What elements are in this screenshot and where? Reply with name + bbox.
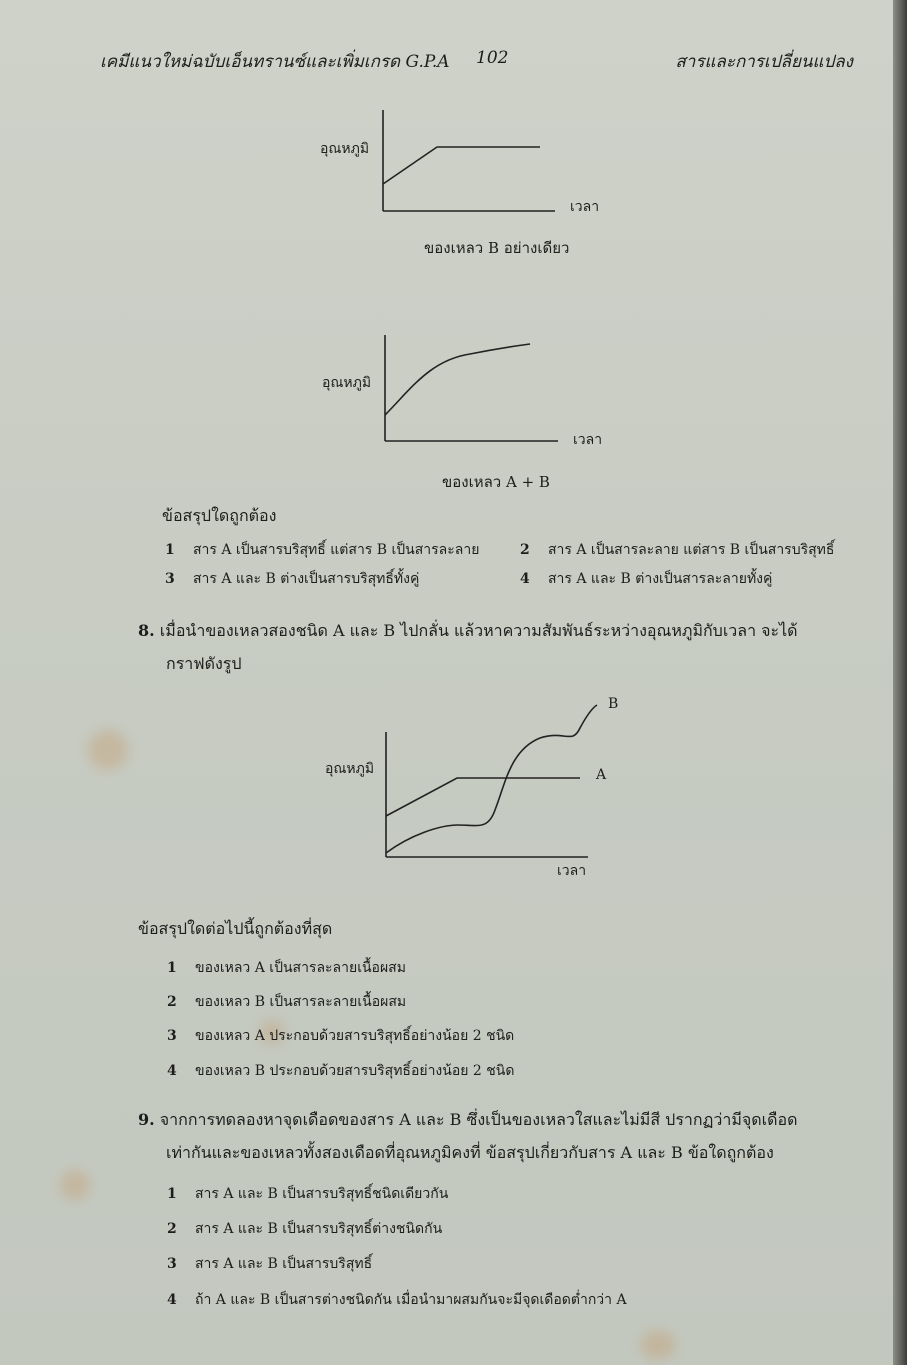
option-text: สาร A เป็นสารบริสุทธิ์ แต่สาร B เป็นสารละลาย [193, 542, 480, 558]
q9-option-1 [167, 1183, 448, 1205]
q8-question [138, 614, 868, 680]
q7-option-3 [165, 568, 419, 590]
question-line-2: เท่ากันและของเหลวทั้งสองเดือดที่อุณหภูมิคงที่ ข้อสรุปเกี่ยวกับสาร A และ B ข้อใดถูกต้อง [166, 1143, 774, 1162]
q9-question [138, 1103, 873, 1169]
running-header [100, 48, 853, 74]
option-text: สาร A และ B เป็นสารบริสุทธิ์ต่างชนิดกัน [195, 1221, 443, 1237]
curve-b-label: B [608, 696, 619, 712]
option-text: ของเหลว B เป็นสารละลายเนื้อผสม [195, 994, 407, 1010]
option-text: สาร A และ B เป็นสารบริสุทธิ์ [195, 1256, 373, 1272]
curve-a [386, 778, 580, 816]
y-axis-label: อุณหภูมิ [320, 141, 370, 157]
option-text: สาร A เป็นสารละลาย แต่สาร B เป็นสารบริสุทธิ์ [548, 542, 835, 558]
option-number: 3 [165, 571, 175, 587]
graph-liquid-a-plus-b [300, 330, 620, 495]
y-axis-label: อุณหภูมิ [322, 375, 372, 391]
paper-stain [60, 1170, 90, 1200]
option-number: 4 [520, 571, 530, 587]
book-binding-edge [893, 0, 907, 1365]
graph-liquid-b [300, 100, 620, 260]
q7-option-2 [520, 539, 834, 561]
q7-option-4 [520, 568, 772, 590]
graph-caption: ของเหลว B อย่างเดียว [424, 239, 570, 257]
x-axis-label: เวลา [570, 199, 600, 215]
option-number: 2 [167, 994, 177, 1010]
graph-caption: ของเหลว A + B [442, 473, 550, 491]
curve-a-label: A [596, 767, 607, 783]
option-number: 4 [167, 1292, 177, 1308]
option-text: ของเหลว B ประกอบด้วยสารบริสุทธิ์อย่างน้อย 2 ชนิด [195, 1063, 515, 1079]
option-number: 1 [165, 542, 175, 558]
option-text: สาร A และ B ต่างเป็นสารบริสุทธิ์ทั้งคู่ [193, 571, 420, 587]
option-text: ของเหลว A เป็นสารละลายเนื้อผสม [195, 960, 406, 976]
paper-stain [640, 1330, 676, 1360]
temperature-curve [385, 344, 530, 415]
q9-option-3 [167, 1253, 372, 1275]
question-line-2: กราฟดังรูป [166, 654, 242, 673]
q8-option-1 [167, 957, 406, 979]
q8-option-4 [167, 1060, 514, 1082]
question-number: 8. [138, 621, 155, 640]
option-text: ถ้า A และ B เป็นสารต่างชนิดกัน เมื่อนำมาผสมกันจะมีจุดเดือดต่ำกว่า A [195, 1292, 627, 1308]
q9-option-4 [167, 1289, 627, 1311]
option-number: 3 [167, 1028, 177, 1044]
q7-prompt: ข้อสรุปใดถูกต้อง [162, 506, 277, 525]
option-text: ของเหลว A ประกอบด้วยสารบริสุทธิ์อย่างน้อย 2 ชนิด [195, 1028, 515, 1044]
option-number: 2 [167, 1221, 177, 1237]
q7-option-1 [165, 539, 479, 561]
y-axis-label: อุณหภูมิ [325, 761, 375, 777]
option-text: สาร A และ B เป็นสารบริสุทธิ์ชนิดเดียวกัน [195, 1186, 449, 1202]
option-number: 1 [167, 1186, 177, 1202]
graph-2-plot [300, 330, 620, 455]
chapter-title: สารและการเปลี่ยนแปลง [675, 52, 853, 72]
q8-option-3 [167, 1025, 514, 1047]
page-number: 102 [476, 48, 509, 68]
graph-distillation-a-b [300, 690, 640, 890]
option-text: สาร A และ B ต่างเป็นสารละลายทั้งคู่ [548, 571, 773, 587]
x-axis-label: เวลา [573, 432, 603, 448]
q9-option-2 [167, 1218, 442, 1240]
q8-option-2 [167, 991, 406, 1013]
question-line-1: จากการทดลองหาจุดเดือดของสาร A และ B ซึ่งเป็นของเหลวใสและไม่มีสี ปรากฏว่ามีจุดเดือด [159, 1110, 798, 1129]
option-number: 4 [167, 1063, 177, 1079]
paper-stain [88, 730, 128, 770]
option-number: 2 [520, 542, 530, 558]
graph-3-plot [300, 690, 640, 870]
book-title: เคมีแนวใหม่ฉบับเอ็นทรานซ์และเพิ่มเกรด G.P.A [100, 52, 450, 72]
temperature-curve [383, 147, 540, 184]
q8-prompt: ข้อสรุปใดต่อไปนี้ถูกต้องที่สุด [138, 919, 333, 938]
option-number: 1 [167, 960, 177, 976]
curve-b [386, 705, 597, 853]
question-number: 9. [138, 1110, 155, 1129]
option-number: 3 [167, 1256, 177, 1272]
question-line-1: เมื่อนำของเหลวสองชนิด A และ B ไปกลั่น แล้วหาความสัมพันธ์ระหว่างอุณหภูมิกับเวลา จะได้ [159, 621, 798, 640]
x-axis-label: เวลา [557, 863, 587, 879]
